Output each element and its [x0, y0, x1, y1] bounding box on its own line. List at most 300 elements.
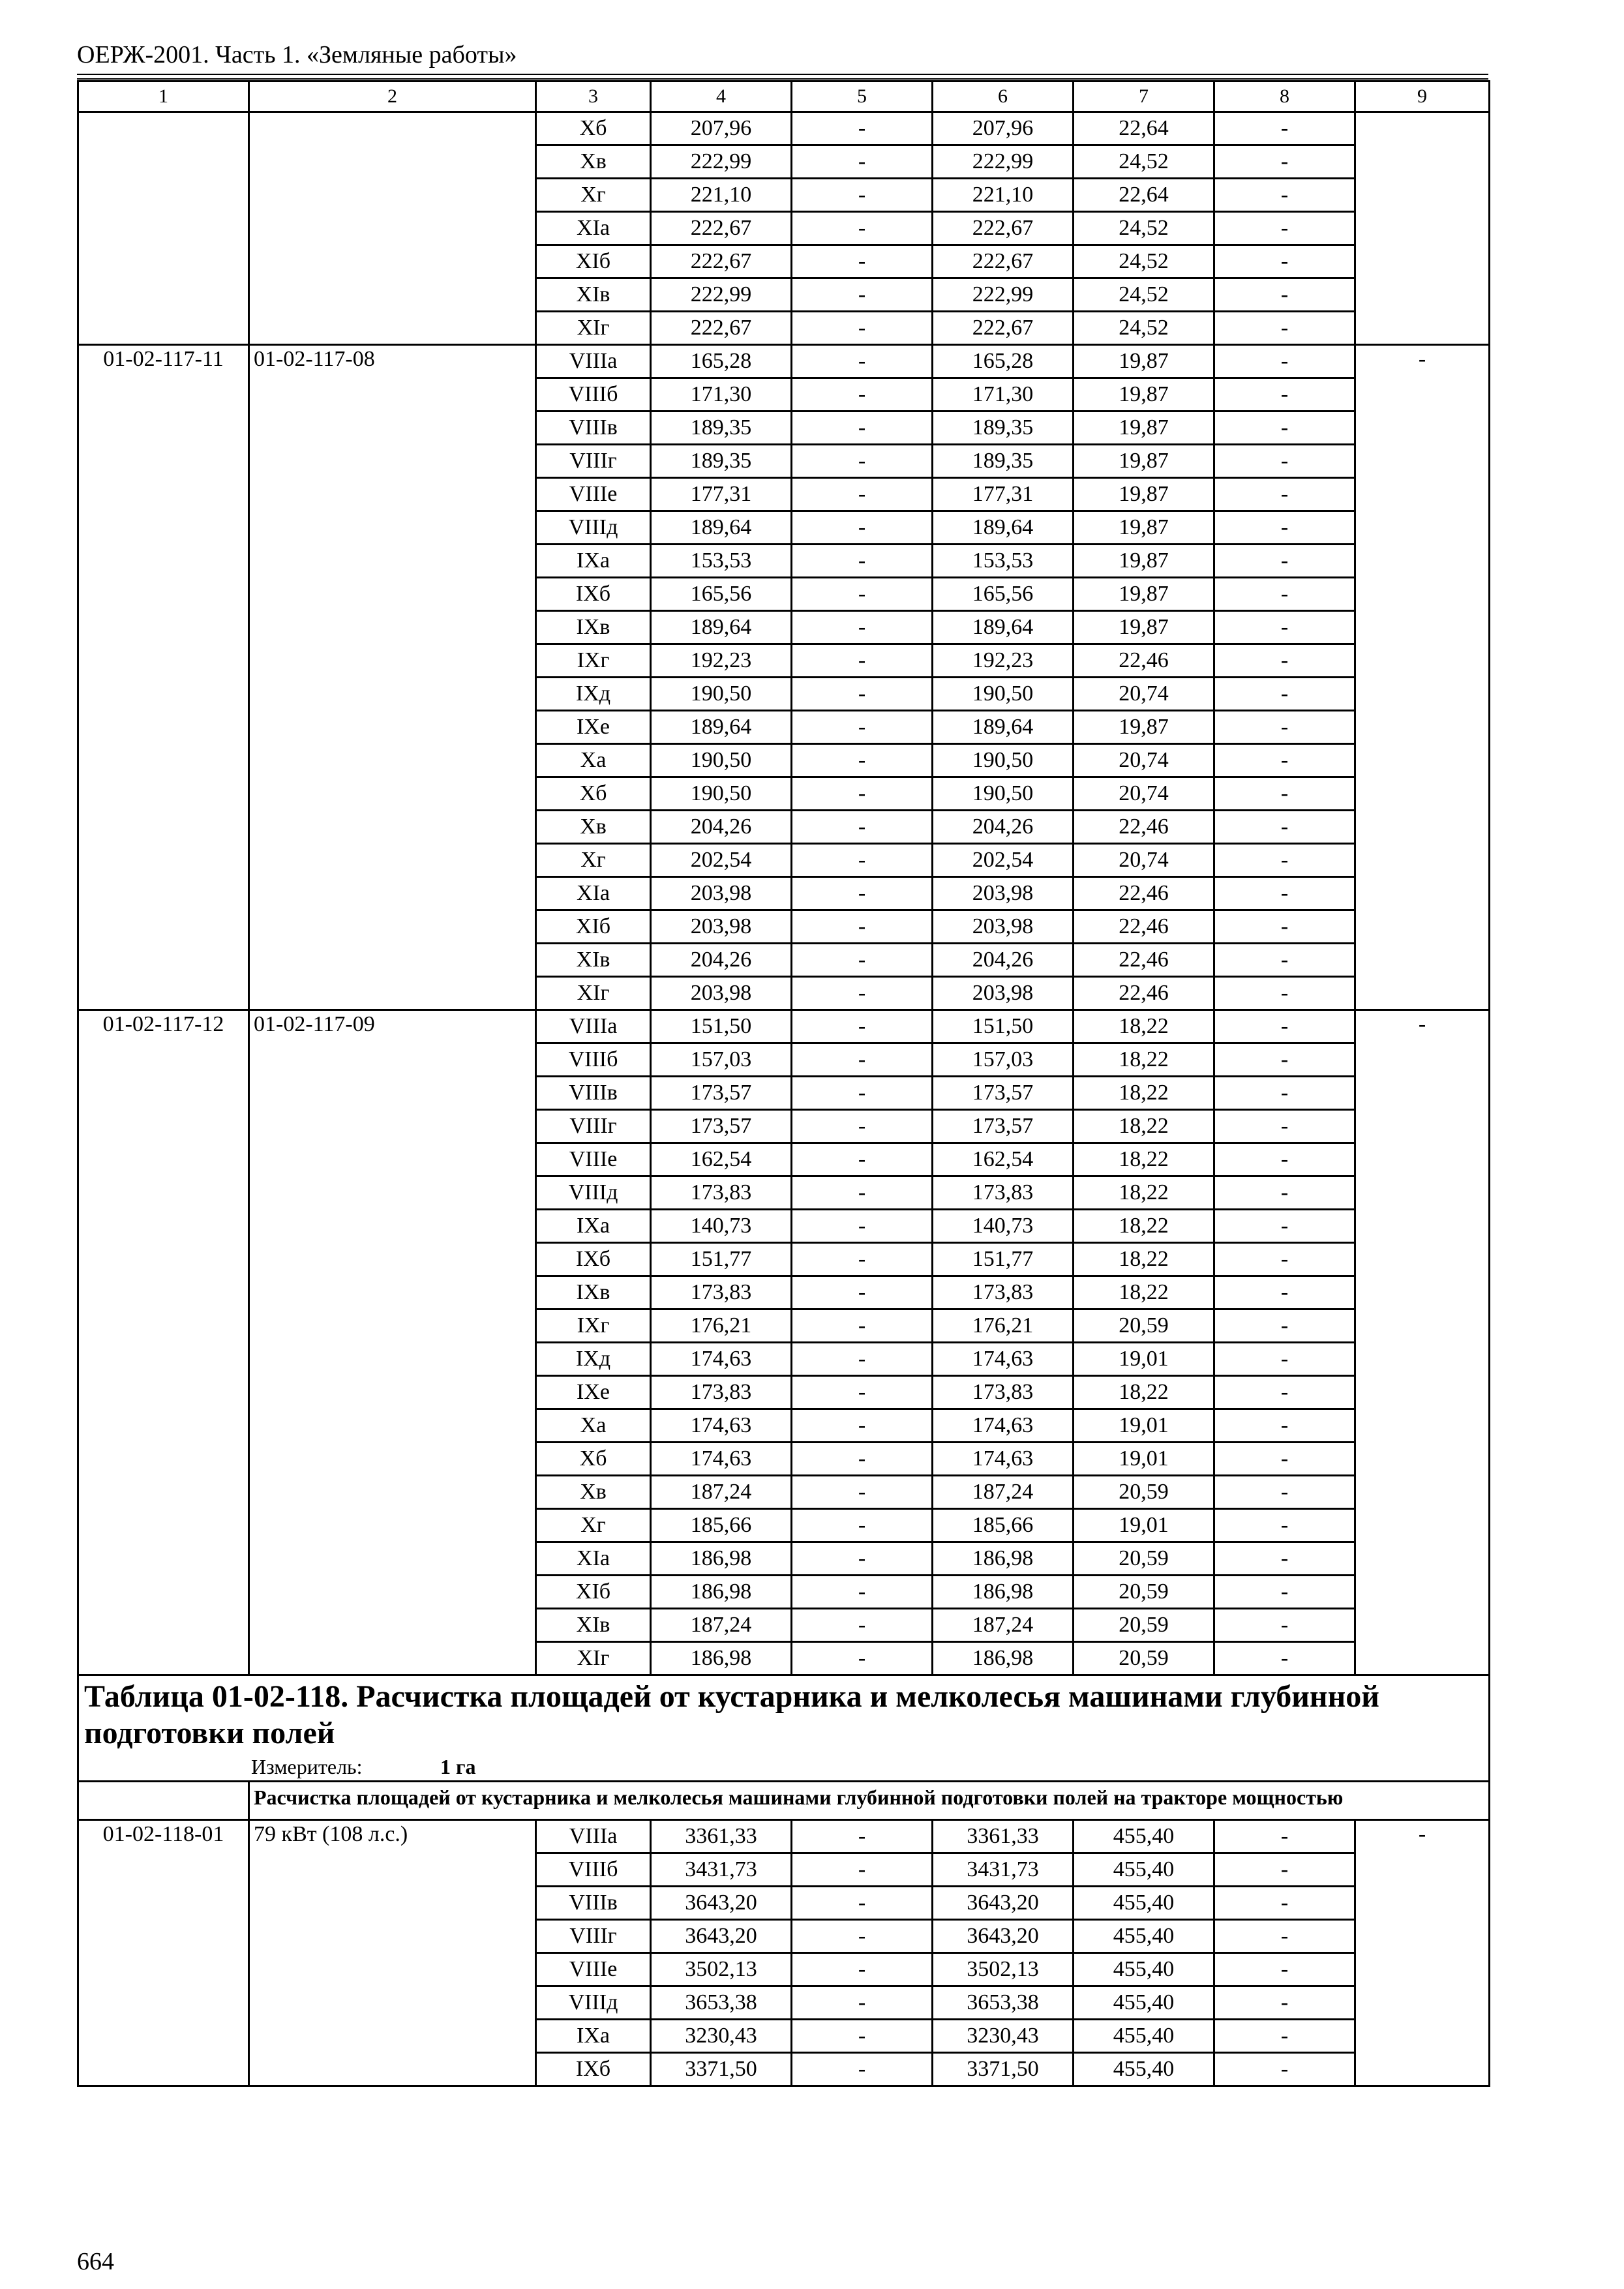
- value-cell: -: [792, 744, 933, 777]
- value-cell: 18,22: [1074, 1210, 1214, 1243]
- soil-group-cell: XIг: [536, 1642, 651, 1675]
- value-cell: 187,24: [933, 1609, 1074, 1642]
- value-cell: 177,31: [933, 478, 1074, 511]
- soil-group-cell: Xг: [536, 1509, 651, 1542]
- value-cell: -: [1214, 777, 1355, 811]
- value-cell: 189,35: [651, 445, 792, 478]
- value-cell: -: [792, 245, 933, 278]
- rates-table: [77, 80, 1490, 2087]
- value-cell: 3643,20: [651, 1920, 792, 1953]
- rate-code-cell: 01-02-118-01: [78, 1820, 249, 2086]
- value-cell: 19,87: [1074, 411, 1214, 445]
- value-cell: 189,64: [651, 511, 792, 545]
- value-cell: 151,50: [933, 1010, 1074, 1043]
- value-cell: -: [792, 1143, 933, 1176]
- value-cell: -: [1214, 644, 1355, 678]
- value-cell: -: [792, 944, 933, 977]
- value-cell: -: [792, 1309, 933, 1343]
- soil-group-cell: XIв: [536, 944, 651, 977]
- soil-group-cell: VIIIв: [536, 1887, 651, 1920]
- soil-group-cell: IXа: [536, 2020, 651, 2053]
- value-cell: -: [792, 644, 933, 678]
- header-rule-double: [77, 78, 1488, 80]
- col9-cell: [1355, 112, 1490, 345]
- value-cell: -: [1214, 2053, 1355, 2086]
- soil-group-cell: Xв: [536, 1476, 651, 1509]
- value-cell: -: [792, 1953, 933, 1986]
- value-cell: -: [792, 711, 933, 744]
- value-cell: -: [1214, 1343, 1355, 1376]
- value-cell: 3643,20: [933, 1887, 1074, 1920]
- value-cell: -: [792, 1409, 933, 1443]
- value-cell: 189,35: [651, 411, 792, 445]
- value-cell: -: [1214, 179, 1355, 212]
- soil-group-cell: XIа: [536, 1542, 651, 1576]
- soil-group-cell: IXд: [536, 678, 651, 711]
- value-cell: 189,64: [651, 711, 792, 744]
- value-cell: 3431,73: [651, 1853, 792, 1887]
- value-cell: -: [1214, 611, 1355, 644]
- value-cell: 140,73: [933, 1210, 1074, 1243]
- soil-group-cell: VIIIв: [536, 1077, 651, 1110]
- value-cell: -: [792, 112, 933, 145]
- soil-group-cell: IXб: [536, 1243, 651, 1276]
- value-cell: -: [1214, 1176, 1355, 1210]
- value-cell: -: [792, 1443, 933, 1476]
- value-cell: -: [1214, 1309, 1355, 1343]
- soil-group-cell: IXа: [536, 545, 651, 578]
- value-cell: 204,26: [933, 944, 1074, 977]
- value-cell: 222,67: [933, 245, 1074, 278]
- value-cell: 20,59: [1074, 1542, 1214, 1576]
- value-cell: 157,03: [651, 1043, 792, 1077]
- value-cell: 3361,33: [933, 1820, 1074, 1853]
- value-cell: 204,26: [651, 944, 792, 977]
- value-cell: 22,46: [1074, 877, 1214, 910]
- value-cell: -: [792, 212, 933, 245]
- value-cell: 19,87: [1074, 511, 1214, 545]
- value-cell: -: [1214, 1576, 1355, 1609]
- column-number-row: [78, 82, 1490, 112]
- value-cell: 18,22: [1074, 1376, 1214, 1409]
- value-cell: 20,74: [1074, 844, 1214, 877]
- value-cell: 186,98: [933, 1542, 1074, 1576]
- rate-code-cell: [78, 112, 249, 345]
- value-cell: -: [1214, 1542, 1355, 1576]
- soil-group-cell: VIIIб: [536, 1043, 651, 1077]
- value-cell: -: [1214, 212, 1355, 245]
- value-cell: -: [1214, 245, 1355, 278]
- value-cell: -: [792, 179, 933, 212]
- header-rule: [77, 74, 1488, 75]
- value-cell: -: [792, 312, 933, 345]
- value-cell: 151,77: [651, 1243, 792, 1276]
- value-cell: 19,87: [1074, 611, 1214, 644]
- soil-group-cell: VIIIб: [536, 378, 651, 411]
- value-cell: -: [792, 777, 933, 811]
- value-cell: -: [792, 1820, 933, 1853]
- value-cell: 3371,50: [933, 2053, 1074, 2086]
- value-cell: -: [1214, 678, 1355, 711]
- value-cell: 22,46: [1074, 811, 1214, 844]
- soil-group-cell: XIв: [536, 278, 651, 312]
- value-cell: 190,50: [933, 744, 1074, 777]
- soil-group-cell: Xб: [536, 777, 651, 811]
- value-cell: 165,56: [933, 578, 1074, 611]
- soil-group-cell: XIв: [536, 1609, 651, 1642]
- column-number: 2: [249, 82, 536, 112]
- value-cell: 222,99: [933, 278, 1074, 312]
- value-cell: 165,28: [933, 345, 1074, 378]
- value-cell: -: [1214, 378, 1355, 411]
- value-cell: 174,63: [651, 1443, 792, 1476]
- value-cell: 455,40: [1074, 1986, 1214, 2020]
- value-cell: 186,98: [651, 1642, 792, 1675]
- value-cell: 173,57: [651, 1077, 792, 1110]
- value-cell: 19,87: [1074, 345, 1214, 378]
- value-cell: -: [1214, 1920, 1355, 1953]
- table-row: [78, 1820, 1490, 1853]
- value-cell: -: [1214, 1820, 1355, 1853]
- rates-table-body: [78, 82, 1490, 2086]
- value-cell: -: [1214, 1143, 1355, 1176]
- value-cell: -: [1214, 910, 1355, 944]
- soil-group-cell: IXб: [536, 2053, 651, 2086]
- soil-group-cell: IXе: [536, 711, 651, 744]
- soil-group-cell: VIIIб: [536, 1853, 651, 1887]
- value-cell: -: [1214, 1953, 1355, 1986]
- value-cell: 455,40: [1074, 1820, 1214, 1853]
- value-cell: -: [1214, 1010, 1355, 1043]
- value-cell: 190,50: [651, 678, 792, 711]
- soil-group-cell: VIIIд: [536, 1986, 651, 2020]
- value-cell: 176,21: [651, 1309, 792, 1343]
- value-cell: -: [1214, 478, 1355, 511]
- value-cell: 20,59: [1074, 1642, 1214, 1675]
- value-cell: 192,23: [651, 644, 792, 678]
- table-row: [78, 1010, 1490, 1043]
- value-cell: -: [1214, 844, 1355, 877]
- value-cell: 22,64: [1074, 112, 1214, 145]
- value-cell: 186,98: [651, 1542, 792, 1576]
- value-cell: 207,96: [651, 112, 792, 145]
- value-cell: 162,54: [933, 1143, 1074, 1176]
- value-cell: 189,35: [933, 411, 1074, 445]
- value-cell: 165,28: [651, 345, 792, 378]
- value-cell: 19,87: [1074, 478, 1214, 511]
- soil-group-cell: XIг: [536, 312, 651, 345]
- value-cell: 3230,43: [651, 2020, 792, 2053]
- value-cell: 19,87: [1074, 378, 1214, 411]
- soil-group-cell: Xа: [536, 1409, 651, 1443]
- value-cell: -: [1214, 711, 1355, 744]
- value-cell: 19,01: [1074, 1409, 1214, 1443]
- value-cell: -: [1214, 1110, 1355, 1143]
- value-cell: -: [1214, 1609, 1355, 1642]
- value-cell: 173,83: [933, 1176, 1074, 1210]
- value-cell: 222,67: [933, 312, 1074, 345]
- value-cell: 222,67: [651, 312, 792, 345]
- page-number: 664: [77, 2248, 114, 2275]
- value-cell: 189,64: [933, 611, 1074, 644]
- column-number: 3: [536, 82, 651, 112]
- value-cell: -: [792, 678, 933, 711]
- value-cell: -: [792, 844, 933, 877]
- value-cell: -: [1214, 1409, 1355, 1443]
- value-cell: 18,22: [1074, 1143, 1214, 1176]
- value-cell: 22,46: [1074, 910, 1214, 944]
- value-cell: 207,96: [933, 112, 1074, 145]
- value-cell: 189,35: [933, 445, 1074, 478]
- soil-group-cell: VIIIг: [536, 1920, 651, 1953]
- value-cell: 202,54: [933, 844, 1074, 877]
- value-cell: -: [792, 1043, 933, 1077]
- soil-group-cell: VIIIа: [536, 345, 651, 378]
- value-cell: 174,63: [933, 1443, 1074, 1476]
- soil-group-cell: VIIIа: [536, 1010, 651, 1043]
- value-cell: 186,98: [933, 1642, 1074, 1675]
- value-cell: -: [1214, 278, 1355, 312]
- value-cell: 189,64: [933, 511, 1074, 545]
- value-cell: 20,74: [1074, 777, 1214, 811]
- soil-group-cell: IXе: [536, 1376, 651, 1409]
- soil-group-cell: IXв: [536, 611, 651, 644]
- value-cell: 187,24: [933, 1476, 1074, 1509]
- value-cell: 189,64: [933, 711, 1074, 744]
- value-cell: 186,98: [933, 1576, 1074, 1609]
- value-cell: 19,01: [1074, 1343, 1214, 1376]
- soil-group-cell: Xг: [536, 844, 651, 877]
- value-cell: 204,26: [933, 811, 1074, 844]
- value-cell: 173,57: [933, 1110, 1074, 1143]
- value-cell: -: [1214, 345, 1355, 378]
- value-cell: 22,46: [1074, 977, 1214, 1010]
- value-cell: 187,24: [651, 1609, 792, 1642]
- value-cell: -: [1214, 977, 1355, 1010]
- value-cell: -: [1214, 1043, 1355, 1077]
- value-cell: -: [792, 1542, 933, 1576]
- soil-group-cell: XIа: [536, 877, 651, 910]
- value-cell: 18,22: [1074, 1010, 1214, 1043]
- value-cell: 192,23: [933, 644, 1074, 678]
- value-cell: 24,52: [1074, 312, 1214, 345]
- value-cell: -: [792, 1476, 933, 1509]
- soil-group-cell: VIIIе: [536, 478, 651, 511]
- section-subtitle-row: [78, 1782, 1490, 1820]
- value-cell: -: [792, 811, 933, 844]
- value-cell: 20,74: [1074, 744, 1214, 777]
- value-cell: 3653,38: [933, 1986, 1074, 2020]
- value-cell: 189,64: [651, 611, 792, 644]
- value-cell: 3361,33: [651, 1820, 792, 1853]
- value-cell: 18,22: [1074, 1176, 1214, 1210]
- value-cell: 22,46: [1074, 644, 1214, 678]
- value-cell: 18,22: [1074, 1077, 1214, 1110]
- value-cell: -: [792, 1077, 933, 1110]
- value-cell: 177,31: [651, 478, 792, 511]
- value-cell: 222,99: [651, 145, 792, 179]
- value-cell: 3653,38: [651, 1986, 792, 2020]
- soil-group-cell: VIIIе: [536, 1953, 651, 1986]
- value-cell: 204,26: [651, 811, 792, 844]
- value-cell: 455,40: [1074, 2053, 1214, 2086]
- value-cell: 19,01: [1074, 1443, 1214, 1476]
- value-cell: -: [792, 478, 933, 511]
- measure-value: 1 га: [440, 1755, 476, 1778]
- empty-cell: [78, 1782, 249, 1820]
- table-row: [78, 345, 1490, 378]
- rate-code-cell: 01-02-117-11: [78, 345, 249, 1010]
- value-cell: -: [792, 1010, 933, 1043]
- value-cell: 20,59: [1074, 1476, 1214, 1509]
- value-cell: 173,57: [933, 1077, 1074, 1110]
- value-cell: 174,63: [651, 1409, 792, 1443]
- soil-group-cell: IXд: [536, 1343, 651, 1376]
- section-title-cell: [78, 1675, 1490, 1782]
- rate-name-cell: 79 кВт (108 л.с.): [249, 1820, 536, 2086]
- value-cell: 173,83: [651, 1176, 792, 1210]
- soil-group-cell: XIб: [536, 1576, 651, 1609]
- column-number: 4: [651, 82, 792, 112]
- value-cell: 22,46: [1074, 944, 1214, 977]
- value-cell: -: [792, 2020, 933, 2053]
- value-cell: -: [1214, 411, 1355, 445]
- value-cell: 171,30: [651, 378, 792, 411]
- value-cell: 203,98: [933, 910, 1074, 944]
- soil-group-cell: VIIIе: [536, 1143, 651, 1176]
- value-cell: 190,50: [651, 777, 792, 811]
- value-cell: 19,87: [1074, 711, 1214, 744]
- value-cell: -: [1214, 1509, 1355, 1542]
- value-cell: 185,66: [651, 1509, 792, 1542]
- value-cell: 140,73: [651, 1210, 792, 1243]
- value-cell: 173,83: [933, 1376, 1074, 1409]
- value-cell: -: [1214, 1243, 1355, 1276]
- value-cell: 190,50: [933, 678, 1074, 711]
- column-number: 5: [792, 82, 933, 112]
- value-cell: 455,40: [1074, 1887, 1214, 1920]
- value-cell: -: [1214, 1887, 1355, 1920]
- value-cell: 176,21: [933, 1309, 1074, 1343]
- value-cell: 203,98: [651, 910, 792, 944]
- value-cell: 174,63: [651, 1343, 792, 1376]
- value-cell: 187,24: [651, 1476, 792, 1509]
- value-cell: -: [1214, 445, 1355, 478]
- soil-group-cell: Xб: [536, 1443, 651, 1476]
- soil-group-cell: Xа: [536, 744, 651, 777]
- value-cell: -: [1214, 511, 1355, 545]
- soil-group-cell: VIIIв: [536, 411, 651, 445]
- soil-group-cell: VIIIд: [536, 1176, 651, 1210]
- value-cell: -: [1214, 545, 1355, 578]
- value-cell: -: [792, 1986, 933, 2020]
- value-cell: 19,87: [1074, 545, 1214, 578]
- value-cell: -: [792, 1210, 933, 1243]
- value-cell: -: [1214, 1443, 1355, 1476]
- value-cell: 20,59: [1074, 1576, 1214, 1609]
- value-cell: 185,66: [933, 1509, 1074, 1542]
- value-cell: 455,40: [1074, 2020, 1214, 2053]
- value-cell: 203,98: [651, 977, 792, 1010]
- value-cell: -: [792, 1176, 933, 1210]
- column-number: 8: [1214, 82, 1355, 112]
- value-cell: -: [792, 1343, 933, 1376]
- value-cell: 222,67: [651, 212, 792, 245]
- value-cell: -: [1214, 1210, 1355, 1243]
- value-cell: 18,22: [1074, 1276, 1214, 1309]
- rate-name-cell: [249, 112, 536, 345]
- value-cell: 190,50: [651, 744, 792, 777]
- value-cell: -: [1214, 1077, 1355, 1110]
- value-cell: -: [792, 511, 933, 545]
- column-number: 6: [933, 82, 1074, 112]
- column-number: 1: [78, 82, 249, 112]
- value-cell: -: [1214, 312, 1355, 345]
- value-cell: -: [1214, 811, 1355, 844]
- value-cell: -: [792, 345, 933, 378]
- value-cell: -: [792, 977, 933, 1010]
- value-cell: 221,10: [651, 179, 792, 212]
- value-cell: -: [792, 1243, 933, 1276]
- page-header: ОЕРЖ-2001. Часть 1. «Земляные работы»: [77, 41, 517, 68]
- value-cell: -: [1214, 112, 1355, 145]
- value-cell: -: [792, 578, 933, 611]
- value-cell: 173,57: [651, 1110, 792, 1143]
- value-cell: 165,56: [651, 578, 792, 611]
- value-cell: 3230,43: [933, 2020, 1074, 2053]
- measure-label: Измеритель:: [251, 1755, 363, 1778]
- value-cell: 3371,50: [651, 2053, 792, 2086]
- rate-code-cell: 01-02-117-12: [78, 1010, 249, 1675]
- value-cell: -: [792, 545, 933, 578]
- value-cell: -: [792, 1920, 933, 1953]
- value-cell: 202,54: [651, 844, 792, 877]
- value-cell: -: [792, 145, 933, 179]
- table-title: Таблица 01-02-118. Расчистка площадей от кустарника и мелколесья машинами глубинной подготовки полей: [84, 1679, 1379, 1750]
- value-cell: -: [1214, 1276, 1355, 1309]
- value-cell: -: [792, 877, 933, 910]
- column-number: 7: [1074, 82, 1214, 112]
- value-cell: 18,22: [1074, 1043, 1214, 1077]
- value-cell: 222,67: [651, 245, 792, 278]
- value-cell: 153,53: [651, 545, 792, 578]
- value-cell: -: [792, 378, 933, 411]
- value-cell: 203,98: [933, 877, 1074, 910]
- soil-group-cell: XIг: [536, 977, 651, 1010]
- soil-group-cell: IXа: [536, 1210, 651, 1243]
- value-cell: 173,83: [651, 1376, 792, 1409]
- value-cell: -: [792, 1276, 933, 1309]
- value-cell: -: [792, 1853, 933, 1887]
- value-cell: -: [1214, 578, 1355, 611]
- table-row: [78, 112, 1490, 145]
- value-cell: -: [792, 1376, 933, 1409]
- value-cell: 18,22: [1074, 1110, 1214, 1143]
- soil-group-cell: IXг: [536, 644, 651, 678]
- value-cell: 222,99: [933, 145, 1074, 179]
- value-cell: 455,40: [1074, 1853, 1214, 1887]
- value-cell: 3643,20: [933, 1920, 1074, 1953]
- measure-line: [79, 1752, 1488, 1780]
- value-cell: -: [1214, 145, 1355, 179]
- value-cell: -: [792, 1110, 933, 1143]
- section-subtitle: Расчистка площадей от кустарника и мелколесья машинами глубинной подготовки полей на тракторе мощностью: [249, 1782, 1490, 1820]
- value-cell: -: [792, 278, 933, 312]
- value-cell: 173,83: [933, 1276, 1074, 1309]
- value-cell: -: [792, 1642, 933, 1675]
- value-cell: -: [1214, 1476, 1355, 1509]
- value-cell: -: [1214, 1642, 1355, 1675]
